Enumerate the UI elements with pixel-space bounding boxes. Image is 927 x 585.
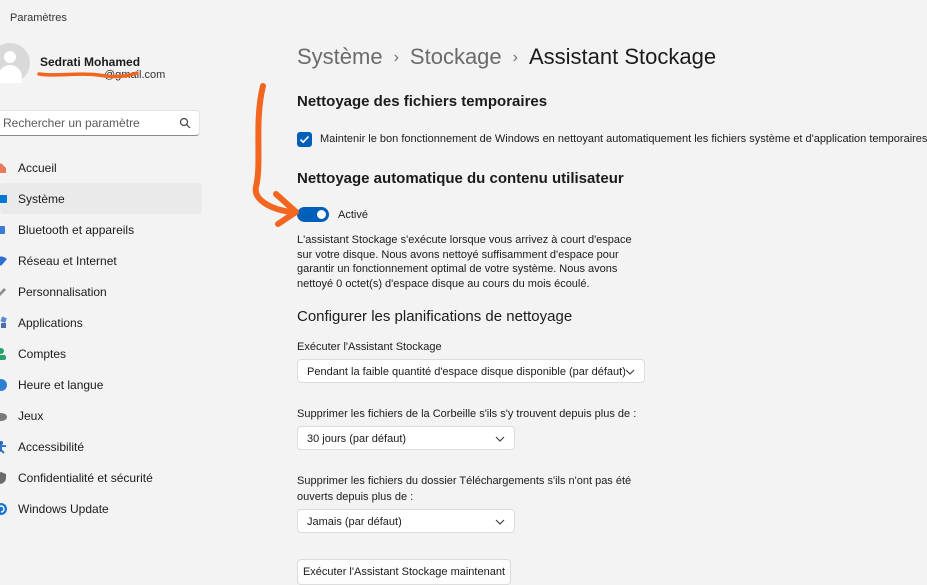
sidebar-item-label: Jeux bbox=[18, 408, 44, 423]
sidebar-item-systeme[interactable] bbox=[0, 183, 202, 214]
sidebar-item-label: Accessibilité bbox=[18, 439, 85, 454]
shield-icon bbox=[0, 471, 8, 485]
schedule-heading: Configurer les planifications de nettoyage bbox=[297, 308, 573, 325]
home-icon bbox=[0, 161, 8, 175]
sidebar-item-label: Applications bbox=[18, 315, 83, 330]
breadcrumb-system[interactable]: Système bbox=[297, 44, 383, 69]
update-icon bbox=[0, 502, 8, 516]
user-email: @gmail.com bbox=[104, 69, 166, 81]
wifi-icon bbox=[0, 254, 8, 268]
user-name: Sedrati Mohamed bbox=[40, 55, 141, 69]
sidebar-item-heure[interactable] bbox=[0, 369, 202, 400]
chevron-down-icon bbox=[625, 368, 635, 376]
accessibility-icon bbox=[0, 440, 8, 454]
sidebar-item-confidentialite[interactable] bbox=[0, 462, 202, 493]
sidebar-nav bbox=[0, 152, 202, 524]
dropdown-value: Pendant la faible quantité d'espace disque disponible (par défaut) bbox=[307, 366, 626, 378]
run-schedule-dropdown[interactable] bbox=[297, 359, 645, 383]
accounts-icon bbox=[0, 347, 8, 361]
sidebar-item-label: Accueil bbox=[18, 160, 57, 175]
page-title: Assistant Stockage bbox=[528, 44, 717, 69]
avatar[interactable] bbox=[0, 43, 30, 83]
dropdown-value: Jamais (par défaut) bbox=[307, 516, 402, 528]
auto-cleanup-description: L'assistant Stockage s'exécute lorsque vous arrivez à court d'espace sur votre disque. Nous avons nettoyé suffisamment d'espace pour garantir un fonctionnement optimal de votre système. Nous avons nettoyé 0 octet(s) d'espace disque au cours du mois écoulé. bbox=[297, 234, 632, 290]
recycle-bin-label: Supprimer les fichiers de la Corbeille s'ils s'y trouvent depuis plus de : bbox=[297, 408, 637, 420]
sidebar-item-label: Bluetooth et appareils bbox=[18, 222, 135, 237]
sidebar-item-accessibilite[interactable] bbox=[0, 431, 202, 462]
sidebar-item-label: Windows Update bbox=[18, 501, 109, 516]
sidebar-item-accueil[interactable] bbox=[0, 152, 202, 183]
search-icon[interactable] bbox=[179, 117, 191, 129]
redaction-scribble bbox=[38, 70, 138, 78]
sidebar-item-windows-update[interactable] bbox=[0, 493, 202, 524]
downloads-label: Supprimer les fichiers du dossier Téléchargements s'ils n'ont pas été ouverts depuis plus de : bbox=[297, 475, 632, 503]
sidebar-item-label: Heure et langue bbox=[18, 377, 104, 392]
temp-cleanup-checkbox-label: Maintenir le bon fonctionnement de Windows en nettoyant automatiquement les fichiers système et d'application temporaires bbox=[320, 133, 927, 145]
system-icon bbox=[0, 192, 8, 206]
run-storage-sense-now-button[interactable]: Exécuter l'Assistant Stockage maintenant bbox=[297, 559, 511, 585]
brush-icon bbox=[0, 285, 8, 299]
clock-globe-icon bbox=[0, 378, 8, 392]
run-schedule-label: Exécuter l'Assistant Stockage bbox=[297, 341, 442, 353]
sidebar-item-label: Système bbox=[18, 191, 65, 206]
breadcrumb bbox=[297, 44, 716, 70]
toggle-state-label: Activé bbox=[338, 209, 368, 221]
recycle-bin-dropdown[interactable] bbox=[297, 426, 515, 450]
sidebar-item-jeux[interactable] bbox=[0, 400, 202, 431]
sidebar-item-applications[interactable] bbox=[0, 307, 202, 338]
sidebar-item-label: Comptes bbox=[18, 346, 67, 361]
chevron-down-icon bbox=[495, 518, 505, 526]
apps-icon bbox=[0, 316, 8, 330]
chevron-down-icon bbox=[495, 435, 505, 443]
chevron-right-icon: › bbox=[512, 49, 518, 66]
chevron-right-icon: › bbox=[393, 49, 399, 66]
sidebar-item-reseau[interactable] bbox=[0, 245, 202, 276]
sidebar-item-label: Confidentialité et sécurité bbox=[18, 470, 153, 485]
annotation-arrow bbox=[250, 82, 310, 227]
sidebar-item-label: Réseau et Internet bbox=[18, 253, 117, 268]
search-box[interactable] bbox=[0, 110, 200, 136]
sidebar-item-comptes[interactable] bbox=[0, 338, 202, 369]
sidebar-item-bluetooth[interactable] bbox=[0, 214, 202, 245]
sidebar-item-personnalisation[interactable] bbox=[0, 276, 202, 307]
temp-cleanup-heading: Nettoyage des fichiers temporaires bbox=[297, 93, 548, 110]
bluetooth-icon bbox=[0, 223, 8, 237]
breadcrumb-storage[interactable]: Stockage bbox=[409, 44, 502, 69]
sidebar-item-label: Personnalisation bbox=[18, 284, 107, 299]
gamepad-icon bbox=[0, 409, 8, 423]
downloads-dropdown[interactable] bbox=[297, 509, 515, 533]
app-title: Paramètres bbox=[10, 12, 67, 24]
dropdown-value: 30 jours (par défaut) bbox=[307, 433, 407, 445]
auto-cleanup-heading: Nettoyage automatique du contenu utilisateur bbox=[297, 170, 624, 187]
search-input[interactable] bbox=[1, 115, 175, 131]
